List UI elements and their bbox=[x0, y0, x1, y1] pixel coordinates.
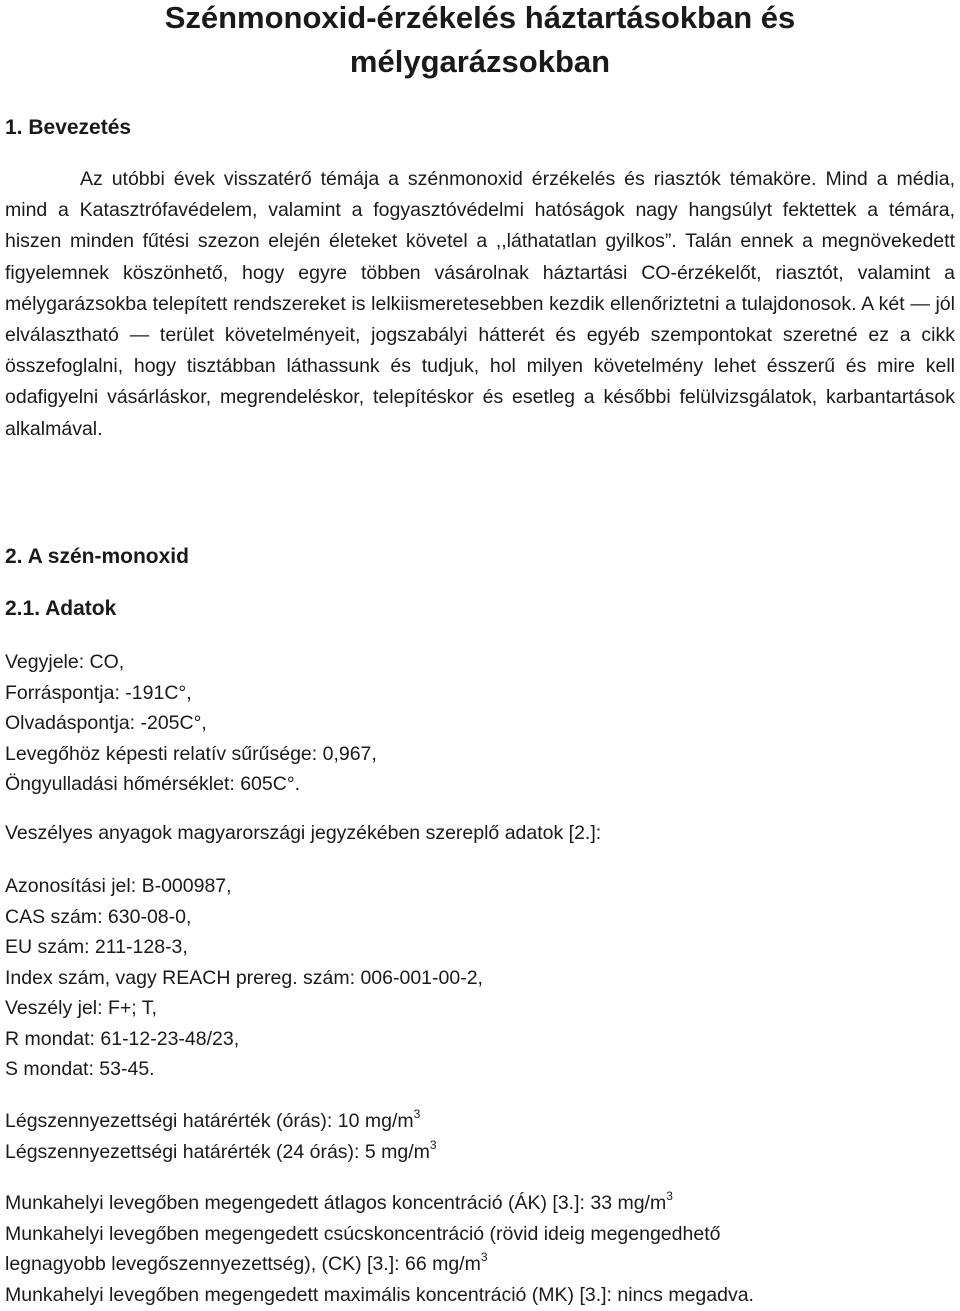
properties-list bbox=[5, 647, 377, 800]
registry-line: Veszély jel: F+; T, bbox=[5, 997, 157, 1019]
property-line: Öngyulladási hőmérséklet: 605C°. bbox=[5, 773, 301, 795]
property-line: Vegyjele: CO, bbox=[5, 651, 125, 673]
registry-line: EU szám: 211-128-3, bbox=[5, 936, 188, 958]
registry-line: Index szám, vagy REACH prereg. szám: 006-001-00-2, bbox=[5, 966, 483, 989]
subsection-heading-data: 2.1. Adatok bbox=[5, 597, 117, 620]
workplace-line: Munkahelyi levegőben megengedett maximális koncentráció (MK) [3.]: nincs megadva. bbox=[5, 1283, 754, 1306]
property-line: Forráspontja: -191C°, bbox=[5, 681, 192, 704]
section-heading-co: 2. A szén-monoxid bbox=[5, 545, 189, 568]
registry-intro-text: Veszélyes anyagok magyarországi jegyzékében szereplő adatok [2.]: bbox=[5, 822, 602, 844]
registry-line: Azonosítási jel: B-000987, bbox=[5, 875, 232, 897]
title-line-2: mélygarázsokban bbox=[349, 44, 611, 79]
registry-line: CAS szám: 630-08-0, bbox=[5, 905, 192, 928]
property-line: Levegőhöz képesti relatív sűrűsége: 0,967, bbox=[5, 742, 377, 765]
limit-line: Légszennyezettségi határérték (órás): 10 $mg/m^3$ bbox=[5, 1107, 421, 1132]
section-heading-intro: 1. Bevezetés bbox=[5, 116, 132, 139]
title-line-1: Szénmonoxid-érzékelés háztartásokban és bbox=[164, 0, 796, 35]
registry-list bbox=[5, 871, 483, 1085]
intro-paragraph: Az utóbbi évek visszatérő témája a szénmonoxid érzékelés és riasztók témaköre. Mind a média, mind a Katasztrófavédelem, valamint a fogyasztóvédelmi hatóságok nagy hangsúlyt fektettek a témára, hiszen minden fűtési szezon elején életeket követel a ,,láthatatlan gyilkos”. Talán ennek a megnövekedett figyelemnek köszönhető, hogy egyre többen vásárolnak háztartási CO-érzékelőt, riasztót, valamint a mélygarázsokba telepített rendszereket is lelkiismeretesebben kezdik ellenőriztetni a tulajdonosok. A két — jól elválasztható — terület követelményeit, jogszabályi hátterét és egyéb szempontokat szeretné ez a cikk összefoglalni, hogy tisztábban láthassunk és tudjuk, hol milyen követelmény lehet ésszerű és mire kell odafigyelni vásárláskor, megrendeléskor, telepítéskor és esetleg a későbbi felülvizsgálatok, karbantartások alkalmával. bbox=[5, 168, 955, 440]
workplace-line: Munkahelyi levegőben megengedett csúcskoncentráció (rövid ideig megengedhető bbox=[5, 1222, 721, 1245]
registry-line: S mondat: 53-45. bbox=[5, 1058, 155, 1080]
registry-line: R mondat: 61-12-23-48/23, bbox=[5, 1027, 240, 1050]
limit-line: Légszennyezettségi határérték (24 órás): 5 $mg/m^3$ bbox=[5, 1137, 437, 1163]
air-limits bbox=[5, 1106, 437, 1167]
workplace-line: Munkahelyi levegőben megengedett átlagos koncentráció (ÁK) [3.]: 33 $mg/m^3$ bbox=[5, 1189, 673, 1214]
document-title bbox=[0, 0, 960, 84]
property-line: Olvadáspontja: -205C°, bbox=[5, 712, 207, 734]
workplace-line: legnagyobb levegőszennyezettség), (CK) [3.]: 66 $mg/m^3$ bbox=[5, 1250, 488, 1275]
workplace-limits bbox=[5, 1188, 754, 1310]
registry-intro bbox=[5, 818, 601, 849]
